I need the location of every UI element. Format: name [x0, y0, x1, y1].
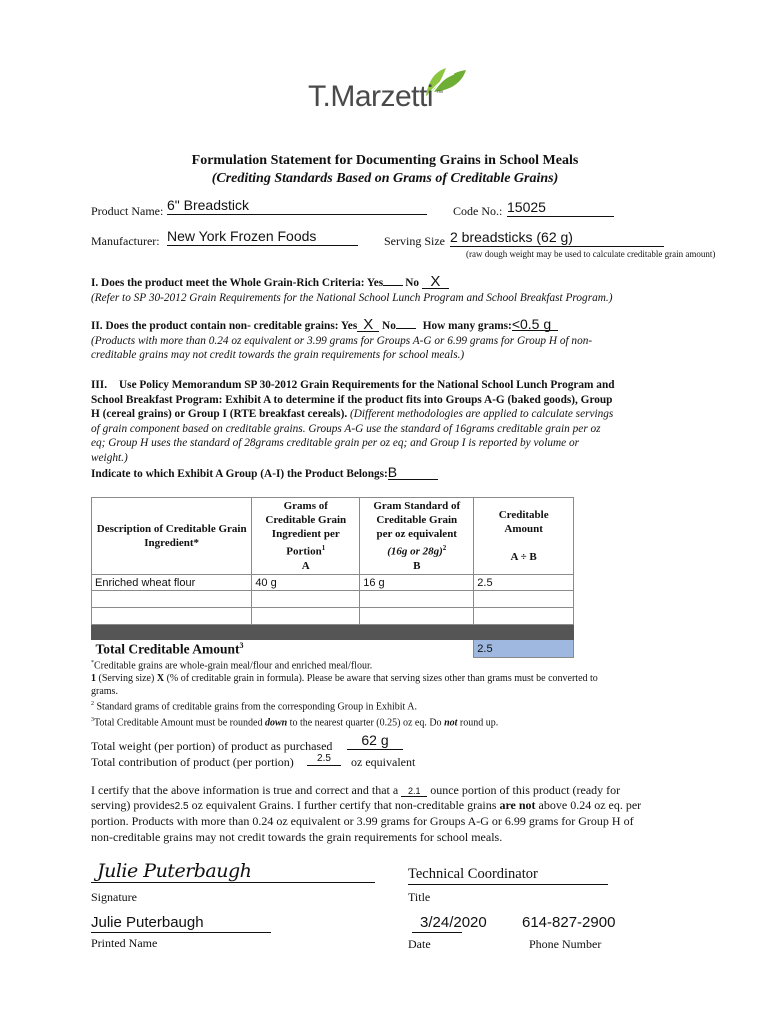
- signature-line: [91, 882, 375, 883]
- total-contribution-unit: oz equivalent: [351, 755, 416, 769]
- certification: I certify that the above information is true and correct and that a 2.1 ounce portion of this product (ready for serving) provides2.5 oz equivalent Grains. I further certify that non-creditable grains are not above 0.24 oz eq. per portion. Products with more than 0.24 oz equivalent or 3.99 grams for Groups A-G or 6.99 grams for Group H of non-creditable grains may not credit towards the grain requirements for school meals.: [91, 783, 642, 844]
- section-3-line2: School Breakfast Program: Exhibit A to determine if the product fits into Groups A-G (baked goods), Group: [91, 393, 613, 406]
- section-2-note-line2: creditable grains may not credit towards the grain requirements for school meals.): [91, 349, 465, 362]
- row-amount[interactable]: [474, 608, 574, 625]
- printed-name-label: Printed Name: [91, 936, 158, 950]
- date-label: Date: [408, 937, 431, 951]
- section-1-reference: (Refer to SP 30-2012 Grain Requirements for the National School Lunch Program and School Breakfast Program.): [91, 291, 613, 304]
- phone-field[interactable]: 614-827-2900: [522, 914, 616, 931]
- page-subtitle: (Crediting Standards Based on Grams of Creditable Grains): [211, 171, 559, 186]
- logo-brand-text: T.Marzetti: [308, 80, 434, 113]
- section-3-line1: Use Policy Memorandum SP 30-2012 Grain Requirements for the National School Lunch Program and: [119, 379, 615, 391]
- manufacturer-label: Manufacturer:: [91, 234, 160, 248]
- section-3-number: III.: [91, 379, 108, 391]
- row-standard[interactable]: [360, 608, 474, 625]
- manufacturer-field[interactable]: New York Frozen Foods: [167, 227, 358, 246]
- printed-name-field[interactable]: Julie Puterbaugh: [91, 914, 204, 931]
- noncreditable-yes-field[interactable]: X: [357, 319, 379, 332]
- row-amount[interactable]: [474, 591, 574, 608]
- total-contribution-field[interactable]: 2.5: [307, 753, 341, 766]
- table-row: [92, 591, 574, 608]
- row-description[interactable]: [92, 591, 252, 608]
- row-standard[interactable]: 16 g: [360, 575, 474, 591]
- section-3-line4: of grain component based on creditable grains. Groups A-G use the standard of 16grams creditable grain per oz: [91, 422, 601, 435]
- section-3-line6: weight.): [91, 451, 128, 464]
- code-field[interactable]: 15025: [507, 198, 614, 217]
- ounce-portion-field[interactable]: 2.1: [401, 787, 427, 797]
- how-many-grams-label: How many grams:: [422, 320, 512, 332]
- table-header-row: [92, 498, 574, 575]
- row-standard[interactable]: [360, 591, 474, 608]
- serving-size-field[interactable]: 2 breadsticks (62 g): [450, 228, 664, 247]
- header-description: Description of Creditable Grain Ingredient*: [92, 498, 252, 575]
- serving-size-label: Serving Size: [384, 234, 445, 248]
- section-3-line3-italic: (Different methodologies are applied to calculate servings: [347, 408, 614, 421]
- table-row: [92, 575, 574, 591]
- whole-grain-yes-field[interactable]: [383, 274, 403, 286]
- creditable-grain-table: [91, 497, 574, 658]
- exhibit-group-label: Indicate to which Exhibit A Group (A-I) the Product Belongs:: [91, 467, 388, 480]
- footnote-1: 1 (Serving size) X (% of creditable grain in formula). Please be aware that serving sizes other than grams must be converted to: [91, 673, 598, 685]
- total-creditable-label: Total Creditable Amount: [95, 641, 240, 656]
- logo-trademark: ™: [436, 90, 443, 97]
- section-2: [91, 317, 691, 363]
- total-weight-label: Total weight (per portion) of product as purchased: [91, 739, 333, 753]
- title-field[interactable]: Technical Coordinator: [408, 866, 538, 882]
- product-name-field[interactable]: 6" Breadstick: [167, 196, 427, 215]
- table-total-row: [92, 640, 574, 658]
- phone-label: Phone Number: [529, 937, 602, 951]
- row-grams[interactable]: [252, 591, 360, 608]
- footnote-3: $^3$Total Creditable Amount must be rounded down to the nearest quarter (0.25) oz eq. Do not round up.: [91, 716, 499, 728]
- total-weight-field[interactable]: 62 g: [347, 732, 403, 750]
- date-field[interactable]: 3/24/2020: [420, 914, 487, 931]
- footnote-2: $^2$ Standard grams of creditable grains from the corresponding Group in Exhibit A.: [91, 701, 417, 713]
- table-divider-row: [92, 625, 574, 640]
- total-label-cell: Total Creditable Amount$^3$: [92, 640, 474, 658]
- row-grams[interactable]: 40 g: [252, 575, 360, 591]
- section-1-no-label: No: [405, 277, 420, 289]
- section-3: [91, 378, 691, 481]
- section-2-no-label: No: [382, 320, 396, 332]
- footnote-1-cont: grams.: [91, 686, 118, 698]
- footnotes: [91, 657, 691, 729]
- product-name-label: Product Name:: [91, 204, 164, 218]
- page-title: Formulation Statement for Documenting Grains in School Meals: [191, 153, 579, 168]
- company-logo: [308, 60, 468, 115]
- row-amount[interactable]: 2.5: [474, 575, 574, 591]
- printed-name-line: [91, 932, 271, 933]
- total-contribution-label: Total contribution of product (per portion): [91, 755, 294, 769]
- how-many-grams-field[interactable]: <0.5 g: [512, 318, 558, 331]
- serving-size-note: (raw dough weight may be used to calculate creditable grain amount): [466, 249, 716, 259]
- row-description[interactable]: [92, 608, 252, 625]
- whole-grain-no-field[interactable]: X: [422, 276, 449, 289]
- header-grams: Grams of Creditable Grain Ingredient per Portion$^1$ A: [252, 498, 360, 575]
- section-1: [91, 274, 691, 305]
- header-standard: Gram Standard of Creditable Grain per oz equivalent (16g or 28g)$^2$ B: [360, 498, 474, 575]
- section-2-question: II. Does the product contain non- creditable grains: Yes: [91, 320, 358, 332]
- footnote-0: *Creditable grains are whole-grain meal/flour and enriched meal/flour.: [91, 660, 373, 672]
- noncreditable-no-field[interactable]: [396, 317, 416, 329]
- row-description[interactable]: Enriched wheat flour: [92, 575, 252, 591]
- section-1-question: I. Does the product meet the Whole Grain-Rich Criteria: Yes: [91, 277, 384, 289]
- row-grams[interactable]: [252, 608, 360, 625]
- table-row: [92, 608, 574, 625]
- header-amount: Creditable Amount A ÷ B: [474, 498, 574, 575]
- signature-field[interactable]: Julie Puterbaugh: [97, 860, 252, 882]
- total-creditable-value[interactable]: 2.5: [474, 640, 574, 658]
- title-line: [408, 884, 608, 885]
- exhibit-group-field[interactable]: B: [388, 466, 438, 480]
- dark-divider: [92, 625, 574, 640]
- section-3-line5: eq; Group H uses the standard of 28grams creditable grain per oz eq; and Group I is reported by volume or: [91, 437, 580, 450]
- date-line: [412, 932, 462, 933]
- section-2-note-line1: (Products with more than 0.24 oz equivalent or 3.99 grams for Groups A-G or 6.99 grams for Group H of non-: [91, 334, 593, 347]
- title-label: Title: [408, 890, 431, 904]
- signature-label: Signature: [91, 890, 137, 904]
- section-3-line3-bold: H (cereal grains) or Group I (RTE breakfast cereals).: [91, 408, 348, 421]
- code-label: Code No.:: [453, 204, 503, 218]
- oz-equivalent-field[interactable]: 2.5: [174, 801, 189, 813]
